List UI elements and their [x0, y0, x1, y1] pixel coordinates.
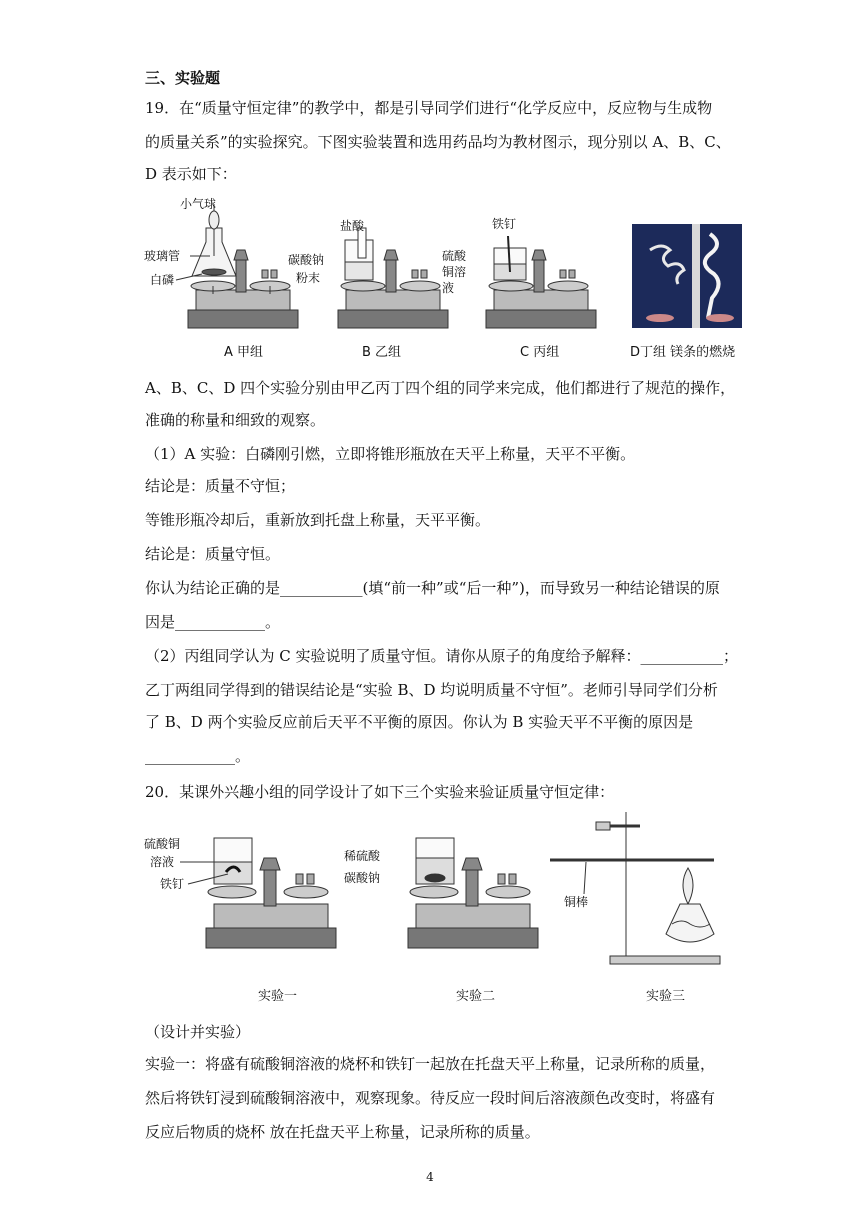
q19-body-3: （1）A 实验：白磷刚引燃，立即将锥形瓶放在天平上称量，天平不平衡。 [145, 445, 636, 463]
q19-body-9: （2）丙组同学认为 C 实验说明了质量守恒。请你从原子的角度给予解释：___________； [145, 647, 739, 665]
label-iron-nail-2: 铁钉 [160, 877, 185, 891]
label-copper-rod: 铜棒 [564, 895, 589, 909]
label-small-balloon: 小气球 [180, 197, 217, 211]
label-glass-tube: 玻璃管 [144, 249, 181, 263]
label-sodium-carbonate-2: 碳酸钠 [344, 871, 381, 885]
label-powder: 粉末 [296, 271, 321, 285]
balance-a [188, 204, 298, 328]
label-iron-nail: 铁钉 [492, 217, 517, 231]
page-number: 4 [426, 1170, 434, 1184]
caption-exp-three: 实验三 [646, 989, 686, 1004]
q19-line-3: D 表示如下： [145, 165, 237, 183]
q20-body-4: 反应后物质的烧杯 放在托盘天平上称量，记录所称的质量。 [145, 1123, 540, 1141]
q19-body-11: 了 B、D 两个实验反应前后天平不平衡的原因。你认为 B 实验天平不平衡的原因是 [145, 713, 694, 731]
label-copper-solution: 铜溶 [442, 265, 467, 279]
label-sodium-carbonate: 碳酸钠 [288, 253, 325, 267]
q20-body-3: 然后将铁钉浸到硫酸铜溶液中，观察现象。待反应一段时间后溶液颜色改变时，将盛有 [145, 1089, 716, 1107]
experiment-one-balance [206, 838, 336, 948]
caption-b: B 乙组 [362, 345, 402, 360]
q20-body-1: （设计并实验） [145, 1023, 251, 1041]
q19-body-2: 准确的称量和细致的观察。 [145, 411, 326, 429]
q19-body-5: 等锥形瓶冷却后，重新放到托盘上称量，天平平衡。 [145, 511, 491, 529]
label-hydrochloric-acid: 盐酸 [340, 219, 365, 233]
caption-c: C 丙组 [520, 345, 560, 360]
q19-line-1: 19．在“质量守恒定律”的教学中，都是引导同学们进行“化学反应中，反应物与生成物 [145, 99, 713, 117]
q19-figure [140, 190, 760, 365]
experiment-two-balance [408, 838, 538, 948]
label-solution: 溶液 [150, 855, 175, 869]
caption-a: A 甲组 [224, 345, 264, 360]
q19-line-2: 的质量关系”的实验探究。下图实验装置和选用药品均为教材图示，现分别以 A、B、C、 [145, 133, 731, 151]
caption-exp-one: 实验一 [258, 989, 298, 1004]
q19-body-10: 乙丁两组同学得到的错误结论是“实验 B、D 均说明质量不守恒”。老师引导同学们分析 [145, 681, 718, 699]
q19-body-8: 因是____________。 [145, 613, 281, 631]
q19-body-4: 结论是：质量不守恒； [145, 477, 296, 495]
label-dilute-sulfuric-acid: 稀硫酸 [344, 849, 381, 863]
q20-body-2: 实验一：将盛有硫酸铜溶液的烧杯和铁钉一起放在托盘天平上称量，记录所称的质量， [145, 1055, 716, 1073]
magnesium-burning-photo [632, 224, 742, 328]
q20-figure [140, 808, 740, 1013]
caption-d: D丁组 镁条的燃烧 [630, 345, 736, 360]
q20-title: 20．某课外兴趣小组的同学设计了如下三个实验来验证质量守恒定律： [145, 783, 615, 801]
q19-body-1: A、B、C、D 四个实验分别由甲乙丙丁四个组的同学来完成，他们都进行了规范的操作， [145, 379, 736, 397]
balance-c [486, 236, 596, 328]
caption-exp-two: 实验二 [456, 989, 496, 1004]
balance-b [338, 228, 448, 328]
label-sulfuric: 硫酸 [442, 249, 467, 263]
label-liquid: 液 [442, 281, 455, 295]
label-white-phosphorus: 白磷 [150, 273, 175, 287]
experiment-three-apparatus [550, 812, 720, 964]
label-copper-sulfate: 硫酸铜 [144, 837, 181, 851]
q19-body-7: 你认为结论正确的是___________(填“前一种”或“后一种”)，而导致另一种结论错误的原 [145, 579, 720, 597]
section-title: 三、实验题 [145, 69, 221, 87]
q19-body-12: ____________。 [145, 747, 251, 765]
q19-body-6: 结论是：质量守恒。 [145, 545, 281, 563]
